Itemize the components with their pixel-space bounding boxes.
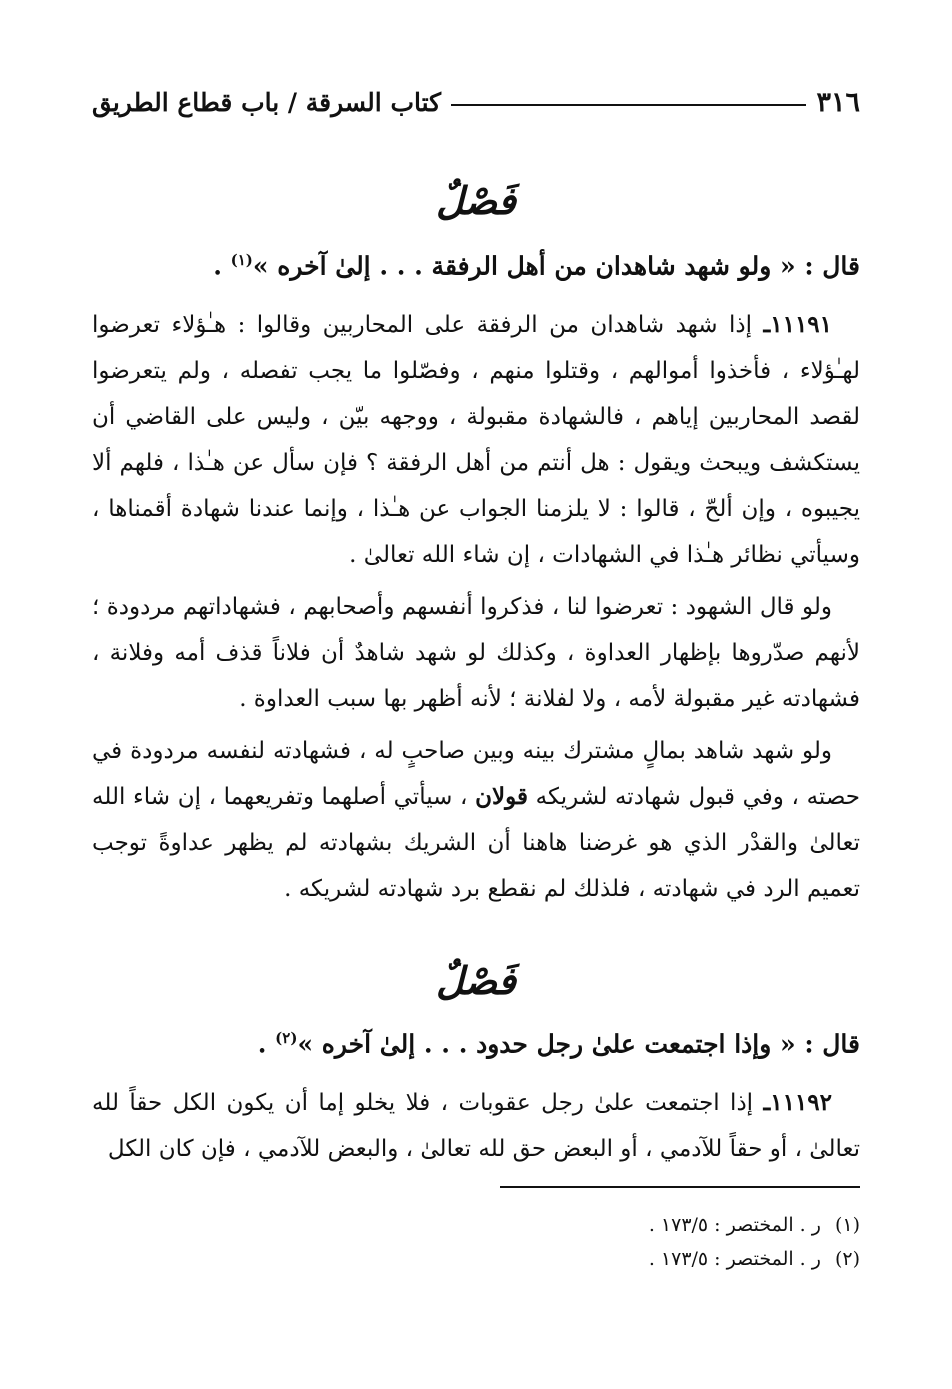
section-body: [92, 302, 860, 912]
paragraph-text: إذا اجتمعت علىٰ رجل عقوبات ، فلا يخلو إما أن يكون الكل حقاً لله تعالىٰ ، أو حقاً للآدمي ، أو البعض حق لله تعالىٰ ، والبعض للآدمي ، فإن كان الكل: [92, 1090, 860, 1162]
footnotes: [92, 1208, 860, 1276]
footnote: [92, 1208, 860, 1242]
paragraph-number: ١١١٩١ـ: [763, 311, 833, 338]
paragraph-text: ولو شهد شاهد بمالٍ مشترك بينه وبين صاحبٍ له ، فشهادته لنفسه مردودة في حصته ، وفي قبول شهادته لشريكه: [92, 738, 861, 810]
section-ornament: فَصْلٌ: [436, 178, 516, 223]
heading-end: .: [257, 1029, 267, 1059]
heading-end: .: [213, 251, 222, 281]
section-ornament: فَصْلٌ: [436, 958, 516, 1003]
footnote-text: ر . المختصر : ١٧٣/٥ .: [648, 1248, 821, 1270]
section-heading: [92, 240, 860, 286]
heading-text: قال : « وإذا اجتمعت علىٰ رجل حدود . . . إلىٰ آخره »: [297, 1029, 860, 1059]
footnote-text: ر . المختصر : ١٧٣/٥ .: [648, 1214, 821, 1236]
section-heading: [92, 1018, 860, 1064]
footnote-ref[interactable]: (٢): [275, 1029, 298, 1047]
page-number: ٣١٦: [816, 86, 860, 118]
paragraph: [92, 584, 860, 722]
footnote: [92, 1242, 860, 1276]
paragraph: [92, 1080, 860, 1172]
footnote-divider: [500, 1186, 860, 1188]
running-title: كتاب السرقة / باب قطاع الطريق: [92, 87, 442, 117]
paragraph-text: ولو قال الشهود : تعرضوا لنا ، فذكروا أنفسهم وأصحابهم ، فشهاداتهم مردودة ؛ لأنهم صدّروها بإظهار العداوة ، وكذلك لو شهد شاهدٌ أن فلاناً قذف أمه وفلانة ، فشهادته غير مقبولة لأمه ، ولا لفلانة ؛ لأنه أظهر بها سبب العداوة .: [92, 594, 860, 712]
paragraph-number: ١١١٩٢ـ: [763, 1089, 832, 1116]
highlighted-term: قولان: [475, 783, 529, 810]
paragraph: [92, 302, 860, 578]
footnote-ref[interactable]: (١): [230, 251, 253, 269]
footnote-number: (٢): [834, 1248, 860, 1270]
heading-text: قال : « ولو شهد شاهدان من أهل الرفقة . . . إلىٰ آخره »: [252, 251, 860, 281]
section-body: [92, 1080, 860, 1172]
paragraph-text: إذا شهد شاهدان من الرفقة على المحاربين وقالوا : هـٰؤلاء تعرضوا لهـٰؤلاء ، فأخذوا أموالهم ، وقتلوا منهم ، وفصّلوا ما يجب تفصله ، ولم يتعرضوا لقصد المحاربين إياهم ، فالشهادة مقبولة ، ووجهه بيّن ، وليس على القاضي أن يستكشف ويبحث ويقول : هل أنتم من أهل الرفقة ؟ فإن سأل عن هـٰذا ، فلهم ألا يجيبوه ، وإن ألحّ ، قالوا : لا يلزمنا الجواب عن هـٰذا ، وإنما عندنا شهادة أقمناها ، وسيأتي نظائر هـٰذا في الشهادات ، إن شاء الله تعالىٰ .: [92, 312, 860, 568]
page-header: [92, 80, 860, 124]
footnote-number: (١): [834, 1214, 860, 1236]
paragraph-text: ، سيأتي أصلهما وتفريعهما ، إن شاء الله تعالىٰ والقدْر الذي هو غرضنا هاهنا أن الشريك بشهادته لم يظهر عداوةً توجب تعميم الرد في شهادته ، فلذلك لم نقطع برد شهادته لشريكه .: [92, 784, 860, 902]
header-rule: [451, 104, 806, 106]
paragraph: [92, 728, 860, 912]
